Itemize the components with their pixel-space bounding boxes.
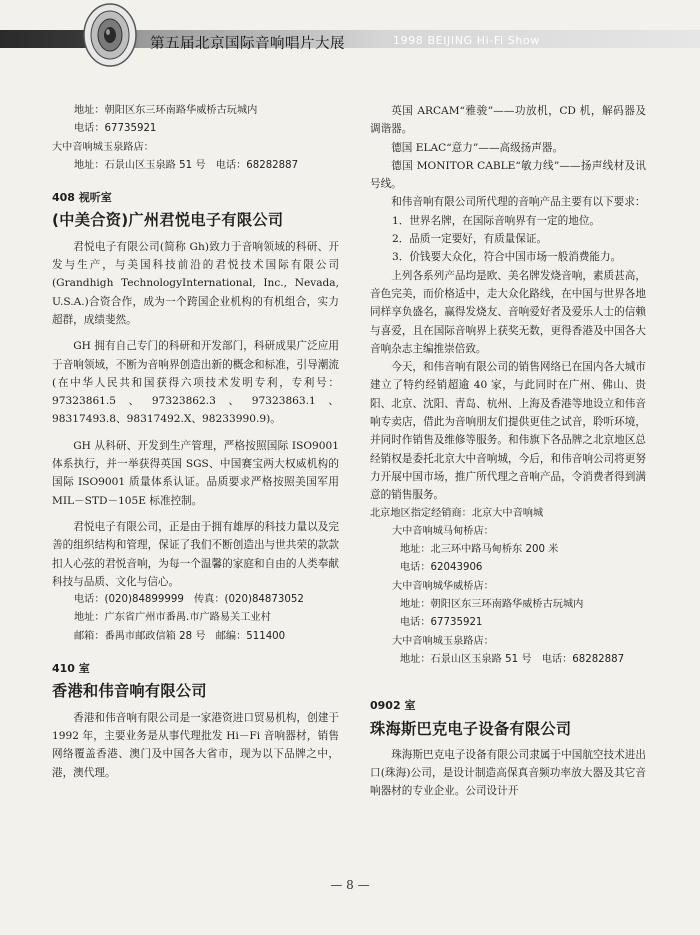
address-line: 地址：朝阳区东三环南路华威桥古玩城内 [400, 599, 584, 611]
junyue-paragraph-2: GH 拥有自己专门的科研和开发部门，科研成果广泛应用于音响领域，不断为音响界创造出新的概念和标准，引导潮流(在中华人民共和国获得六项技术发明专利，专利号：97323861.5、97323862.3、97323863.1、98317493.8、98317492.X、98233990.9)。 [52, 340, 339, 426]
page-title-english: 1998 BEIJING Hi-Fi Show [393, 34, 540, 47]
company-name: (中美合资)广州君悦电子有限公司 [52, 211, 284, 230]
page-title: 第五届北京国际音响唱片大展 [150, 36, 345, 52]
company-name: 珠海斯巴克电子设备有限公司 [370, 719, 572, 738]
spak-paragraph-1: 珠海斯巴克电子设备有限公司隶属于中国航空技术进出口(珠海)公司，是设计制造高保真音频功率放大器及其它音响器材的专业企业。公司设计开 [370, 748, 646, 798]
dealer-title: 北京地区指定经销商：北京大中音响城 [370, 507, 544, 519]
junyue-paragraph-1: 君悦电子有限公司(简称 Gh)致力于音响领域的科研、开发与生产，与美国科技前沿的君悦技术国际有限公司(Grandhigh TechnologyInternational, Inc., Nevada, U.S.A.)合资合作，成为一个跨国企业机构的有机组合，实力超群，成绩斐然。 [52, 240, 339, 326]
requirement-item: 3．价钱要大众化，符合中国市场一般消费能力。 [392, 251, 622, 264]
top-contact-block [52, 102, 339, 175]
phone-line: 电话：67735921 [74, 123, 157, 135]
address-line: 地址：北三环中路马甸桥东 200 米 [400, 544, 559, 556]
products-paragraph: 上列各系列产品均是欧、美名牌发烧音响，素质甚高，音色完美，而价格适中，走大众化路线，在中国与世界各地同样享负盛名，赢得发烧友、音响爱好者及爱乐人士的信赖与喜爱，且在国际音响界上获奖无数，更得香港及中国各大音响杂志主编推崇倍致。 [370, 269, 646, 355]
store-name-line: 大中音响城玉泉路店： [52, 141, 154, 153]
address-phone-line: 地址：石景山区玉泉路 51 号 电话：68282887 [400, 653, 625, 665]
network-paragraph: 今天，和伟音响有限公司的销售网络已在国内各大城市建立了特约经销超逾 40 家，与此同时在广州、佛山、贵阳、北京、沈阳、青岛、杭州、上海及香港等地设立和伟音响专卖店，借此为音响朋友们提供更佳之试音，聆听环境，并同时作销售及维修等服务。和伟旗下各品牌之北京地区总经销权是委托北京大中音响城，今后，和伟音响公司将更努力开展中国市场，推广所代理之音响产品，令消费者得到满意的销售服务。 [370, 361, 646, 502]
store-name-line: 大中音响城华威桥店： [392, 580, 494, 592]
brand-monitor-cable: 德国 MONITOR CABLE“敏力线”——扬声线材及讯号线。 [370, 159, 646, 191]
room-number: 408 视听室 [52, 191, 112, 205]
requirements-intro: 和伟音响有限公司所代理的音响产品主要有以下要求： [391, 196, 646, 209]
right-column [370, 102, 646, 801]
dealer-block [370, 505, 646, 670]
phone-fax-line: 电话：(020)84899999 传真：(020)84873052 [74, 594, 304, 606]
hewei-paragraph-1: 香港和伟音响有限公司是一家港资进口贸易机构，创建于 1992 年，主要业务是从事代理批发 Hi－Fi 音响器材，销售网络覆盖香港、澳门及中国各大省市，现为以下品牌之中，港，澳代理。 [52, 711, 339, 779]
junyue-contact-block [52, 591, 339, 646]
phone-line: 电话：62043906 [400, 562, 483, 574]
store-name-line: 大中音响城玉泉路店： [392, 635, 494, 647]
speaker-icon [80, 2, 140, 68]
company-name: 香港和伟音响有限公司 [52, 682, 207, 701]
phone-line: 电话：67735921 [400, 617, 483, 629]
address-line: 地址：广东省广州市番禺.市广路易关工业村 [74, 612, 271, 624]
requirement-item: 1．世界名牌，在国际音响界有一定的地位。 [392, 214, 601, 227]
junyue-paragraph-4: 君悦电子有限公司，正是由于拥有雄厚的科技力量以及完善的组织结构和管理，保证了我们不断创造出与世共荣的款款扣人心弦的君悦音响，为每一个温馨的家庭和自由的人类奉献科技与品质、文化与信心。 [52, 520, 339, 588]
address-phone-line: 地址：石景山区玉泉路 51 号 电话：68282887 [74, 159, 299, 171]
brand-elac: 德国 ELAC“意力”——高级扬声器。 [391, 141, 564, 154]
brand-arcam: 英国 ARCAM“雅骏”——功放机，CD 机，解码器及调谐器。 [370, 105, 646, 136]
address-line: 地址：朝阳区东三环南路华威桥古玩城内 [74, 105, 258, 116]
postbox-line: 邮箱：番禺市邮政信箱 28 号 邮编：511400 [74, 630, 286, 642]
page-number: — 8 — [330, 878, 370, 892]
room-number: 410 室 [52, 662, 90, 676]
requirement-item: 2．品质一定要好，有质量保证。 [392, 233, 548, 246]
junyue-paragraph-3: GH 从科研、开发到生产管理，严格按照国际 ISO9001 体系执行，并一举获得英国 SGS、中国赛宝两大权威机构的国际 ISO9001 质量体系认证。品质要求严格按照美国军用 MIL－STD－105E 标准控制。 [52, 439, 339, 507]
store-name-line: 大中音响城马甸桥店： [392, 525, 494, 537]
left-column [52, 102, 339, 782]
room-number: 0902 室 [370, 699, 416, 713]
